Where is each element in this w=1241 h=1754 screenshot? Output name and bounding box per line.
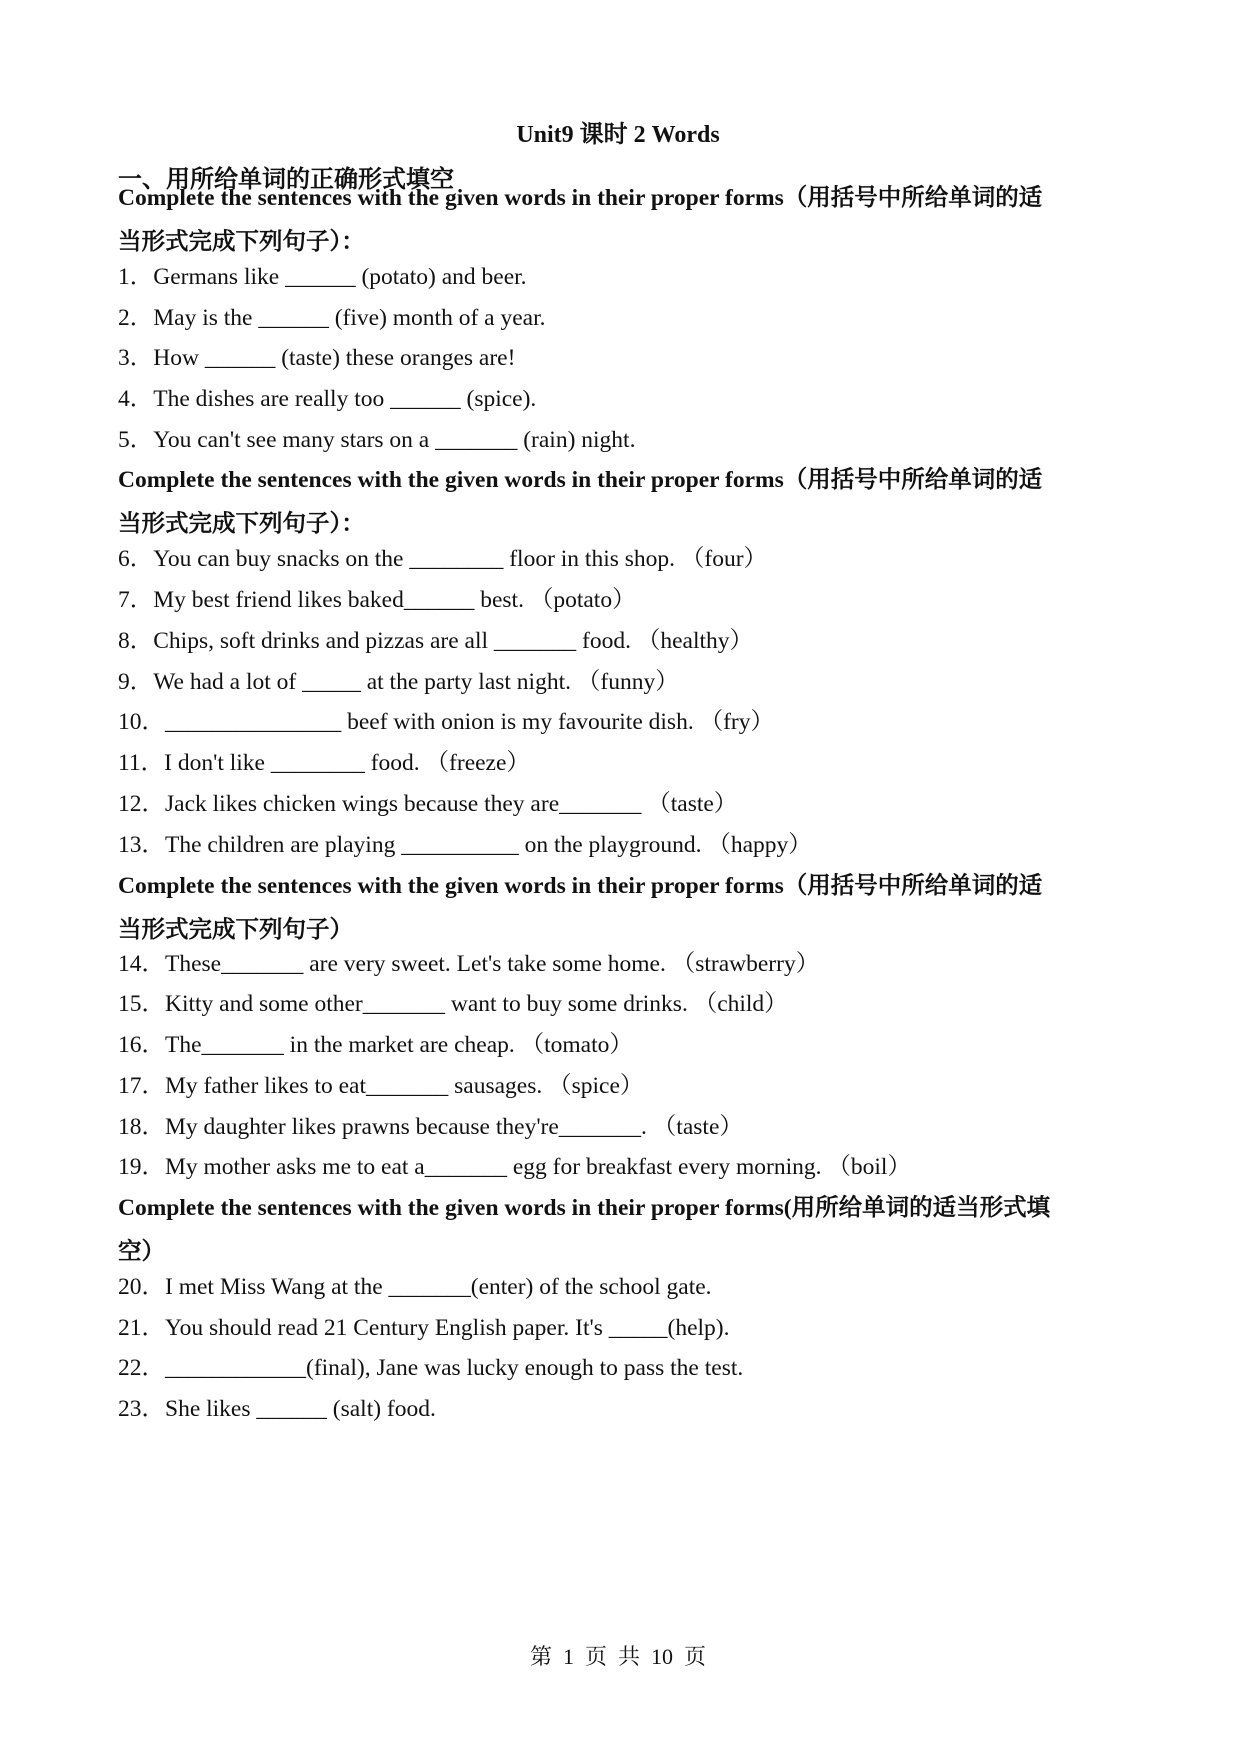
question-number: 5．	[118, 427, 154, 453]
question-item	[118, 301, 545, 335]
instruction-block	[118, 458, 1118, 546]
question-item	[118, 1351, 743, 1385]
question-item	[118, 947, 819, 981]
question-text: My father likes to eat_______ sausages. （spice）	[165, 1073, 644, 1099]
instruction-line: 当形式完成下列句子）：	[118, 511, 365, 537]
question-item	[118, 583, 636, 617]
question-number: 4．	[118, 386, 154, 412]
question-text: ____________(final), Jane was lucky enough to pass the test.	[165, 1355, 744, 1381]
question-number: 1．	[118, 264, 154, 290]
question-number: 17．	[118, 1073, 165, 1099]
question-item	[118, 542, 767, 576]
question-text: She likes ______ (salt) food.	[165, 1396, 436, 1422]
question-number: 2．	[118, 305, 154, 331]
instruction-block	[118, 176, 1118, 264]
instruction-line: 当形式完成下列句子）	[118, 917, 353, 943]
question-number: 19．	[118, 1154, 165, 1180]
question-text: You can buy snacks on the ________ floor in this shop. （four）	[153, 546, 768, 572]
question-text: _______________ beef with onion is my favourite dish. （fry）	[165, 709, 774, 735]
question-text: The_______ in the market are cheap. （tomato）	[165, 1032, 633, 1058]
question-text: Chips, soft drinks and pizzas are all _______ food. （healthy）	[153, 628, 754, 654]
question-number: 6．	[118, 546, 154, 572]
question-number: 15．	[118, 991, 165, 1017]
question-number: 7．	[118, 587, 154, 613]
question-number: 16．	[118, 1032, 165, 1058]
instruction-line: 空）	[118, 1239, 165, 1265]
question-text: Kitty and some other_______ want to buy some drinks. （child）	[165, 991, 788, 1017]
question-text: May is the ______ (five) month of a year.	[153, 305, 546, 331]
question-item	[118, 787, 737, 821]
question-number: 14．	[118, 951, 165, 977]
question-text: We had a lot of _____ at the party last night. （funny）	[153, 669, 679, 695]
instruction-line: Complete the sentences with the given words in their proper forms(用所给单词的适当形式填	[118, 1195, 1051, 1221]
page-footer: 第 1 页 共 10 页	[529, 1644, 706, 1669]
question-number: 3．	[118, 345, 154, 371]
question-text: The dishes are really too ______ (spice).	[153, 386, 537, 412]
question-number: 13．	[118, 832, 165, 858]
question-text: My best friend likes baked______ best. （potato）	[153, 587, 636, 613]
question-item	[118, 260, 527, 294]
instruction-line: Complete the sentences with the given words in their proper forms（用括号中所给单词的适	[118, 873, 1043, 899]
question-text: My daughter likes prawns because they're_______. （taste）	[165, 1114, 743, 1140]
question-item	[118, 1311, 729, 1345]
question-item	[118, 1392, 436, 1426]
question-item	[118, 1110, 743, 1144]
question-item	[118, 1028, 633, 1062]
question-text: My mother asks me to eat a_______ egg for breakfast every morning. （boil）	[165, 1154, 911, 1180]
question-text: I met Miss Wang at the _______(enter) of the school gate.	[165, 1274, 712, 1300]
question-text: These_______ are very sweet. Let's take some home. （strawberry）	[165, 951, 820, 977]
question-item	[118, 1150, 911, 1184]
instruction-line: Complete the sentences with the given words in their proper forms（用括号中所给单词的适	[118, 467, 1043, 493]
question-text: The children are playing __________ on the playground. （happy）	[165, 832, 812, 858]
instruction-line: Complete the sentences with the given words in their proper forms（用括号中所给单词的适	[118, 185, 1043, 211]
question-item	[118, 624, 753, 658]
question-text: You can't see many stars on a _______ (rain) night.	[153, 427, 636, 453]
question-text: Jack likes chicken wings because they are_______ （taste）	[165, 791, 738, 817]
section-heading: 一、用所给单词的正确形式填空	[118, 165, 454, 193]
question-item	[118, 382, 536, 416]
question-number: 20．	[118, 1274, 165, 1300]
question-number: 18．	[118, 1114, 165, 1140]
instruction-block	[118, 864, 1118, 952]
question-number: 12．	[118, 791, 165, 817]
question-item	[118, 1270, 712, 1304]
question-number: 11．	[118, 750, 165, 776]
question-item	[118, 987, 788, 1021]
document-page	[118, 0, 1118, 1754]
question-item	[118, 746, 530, 780]
question-text: I don't like ________ food. （freeze）	[164, 750, 530, 776]
question-item	[118, 828, 812, 862]
instruction-line: 当形式完成下列句子）：	[118, 229, 365, 255]
instruction-block	[118, 1186, 1118, 1274]
question-text: Germans like ______ (potato) and beer.	[153, 264, 527, 290]
question-number: 22．	[118, 1355, 165, 1381]
question-number: 10．	[118, 709, 165, 735]
question-text: You should read 21 Century English paper. It's _____(help).	[165, 1315, 730, 1341]
question-number: 9．	[118, 669, 154, 695]
question-number: 23．	[118, 1396, 165, 1422]
question-item	[118, 705, 774, 739]
question-number: 21．	[118, 1315, 165, 1341]
document-title: Unit9 课时 2 Words	[516, 122, 720, 148]
question-item	[118, 423, 635, 457]
question-item	[118, 1069, 643, 1103]
question-text: How ______ (taste) these oranges are!	[153, 345, 516, 371]
question-item	[118, 665, 679, 699]
question-number: 8．	[118, 628, 154, 654]
question-item	[118, 341, 515, 375]
